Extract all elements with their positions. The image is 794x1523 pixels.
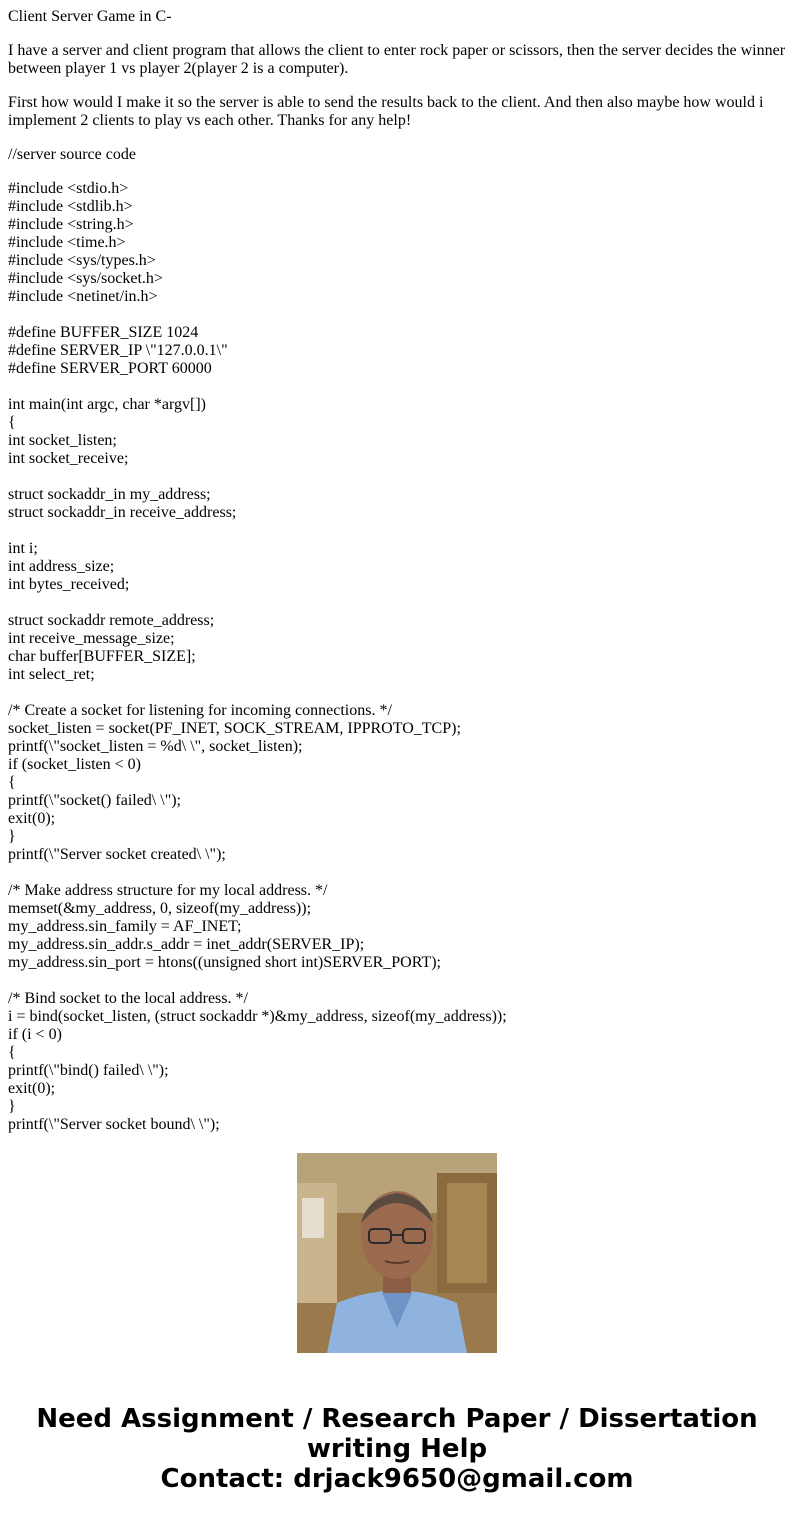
code-line: #include <stdlib.h> [8, 198, 133, 215]
question-paragraph-1: I have a server and client program that allows the client to enter rock paper or scissors, then the server decides the winner between player 1 vs player 2(player 2 is a computer). [8, 42, 786, 77]
code-line: /* Bind socket to the local address. */ [8, 990, 248, 1007]
code-line: int socket_listen; [8, 432, 117, 449]
code-line: #include <time.h> [8, 234, 126, 251]
code-line: } [8, 828, 16, 845]
code-line: printf(\"socket_listen = %d\ \", socket_listen); [8, 738, 303, 755]
code-line: memset(&my_address, 0, sizeof(my_address)); [8, 900, 312, 917]
code-line: } [8, 1098, 16, 1115]
code-line: #include <sys/socket.h> [8, 270, 163, 287]
code-line: printf(\"socket() failed\ \"); [8, 792, 181, 809]
code-line [8, 378, 788, 396]
code-line: my_address.sin_family = AF_INET; [8, 918, 242, 935]
question-paragraph-2: First how would I make it so the server is able to send the results back to the client. And then also maybe how would i implement 2 clients to play vs each other. Thanks for any help! [8, 94, 764, 129]
code-line: /* Make address structure for my local address. */ [8, 882, 328, 899]
code-caption: //server source code [8, 146, 136, 163]
code-line: { [8, 1044, 16, 1061]
code-line: int i; [8, 540, 38, 557]
code-line: /* Create a socket for listening for incoming connections. */ [8, 702, 392, 719]
code-line: printf(\"bind() failed\ \"); [8, 1062, 169, 1079]
code-line: #define SERVER_PORT 60000 [8, 360, 212, 377]
code-line: int receive_message_size; [8, 630, 175, 647]
code-line: { [8, 774, 16, 791]
question-content [8, 8, 788, 1133]
question-title: Client Server Game in C- [8, 8, 172, 25]
code-line: exit(0); [8, 1080, 56, 1097]
code-line: socket_listen = socket(PF_INET, SOCK_STREAM, IPPROTO_TCP); [8, 720, 461, 737]
banner-line-1: Need Assignment / Research Paper / Dissertation [36, 1404, 758, 1434]
code-line: #include <netinet/in.h> [8, 288, 158, 305]
code-line: printf(\"Server socket created\ \"); [8, 846, 226, 863]
code-line: int bytes_received; [8, 576, 130, 593]
banner-line-2: writing Help [306, 1434, 488, 1464]
code-line [8, 306, 788, 324]
code-block [8, 180, 788, 1134]
code-line: #include <string.h> [8, 216, 134, 233]
code-line [8, 468, 788, 486]
code-line: if (i < 0) [8, 1026, 62, 1043]
contact-banner [0, 1404, 794, 1494]
code-line [8, 972, 788, 990]
code-line: #include <sys/types.h> [8, 252, 156, 269]
code-line: my_address.sin_addr.s_addr = inet_addr(SERVER_IP); [8, 936, 365, 953]
code-line: struct sockaddr_in my_address; [8, 486, 211, 503]
code-line [8, 864, 788, 882]
code-line: #define BUFFER_SIZE 1024 [8, 324, 199, 341]
code-line: exit(0); [8, 810, 56, 827]
code-line: int socket_receive; [8, 450, 129, 467]
banner-contact-line[interactable]: Contact: drjack9650@gmail.com [160, 1464, 634, 1494]
code-line: char buffer[BUFFER_SIZE]; [8, 648, 196, 665]
code-line: { [8, 414, 16, 431]
code-line: i = bind(socket_listen, (struct sockaddr *)&my_address, sizeof(my_address)); [8, 1008, 507, 1025]
code-line: #include <stdio.h> [8, 180, 129, 197]
code-line: int select_ret; [8, 666, 95, 683]
code-line: if (socket_listen < 0) [8, 756, 141, 773]
code-line: int address_size; [8, 558, 115, 575]
code-line: struct sockaddr_in receive_address; [8, 504, 237, 521]
code-line [8, 522, 788, 540]
code-line: int main(int argc, char *argv[]) [8, 396, 206, 413]
person-photo-icon [297, 1153, 497, 1353]
code-line: my_address.sin_port = htons((unsigned short int)SERVER_PORT); [8, 954, 441, 971]
avatar [297, 1153, 497, 1353]
code-line: struct sockaddr remote_address; [8, 612, 215, 629]
code-line: #define SERVER_IP \"127.0.0.1\" [8, 342, 228, 359]
code-line [8, 684, 788, 702]
code-line [8, 594, 788, 612]
code-line: printf(\"Server socket bound\ \"); [8, 1116, 220, 1133]
